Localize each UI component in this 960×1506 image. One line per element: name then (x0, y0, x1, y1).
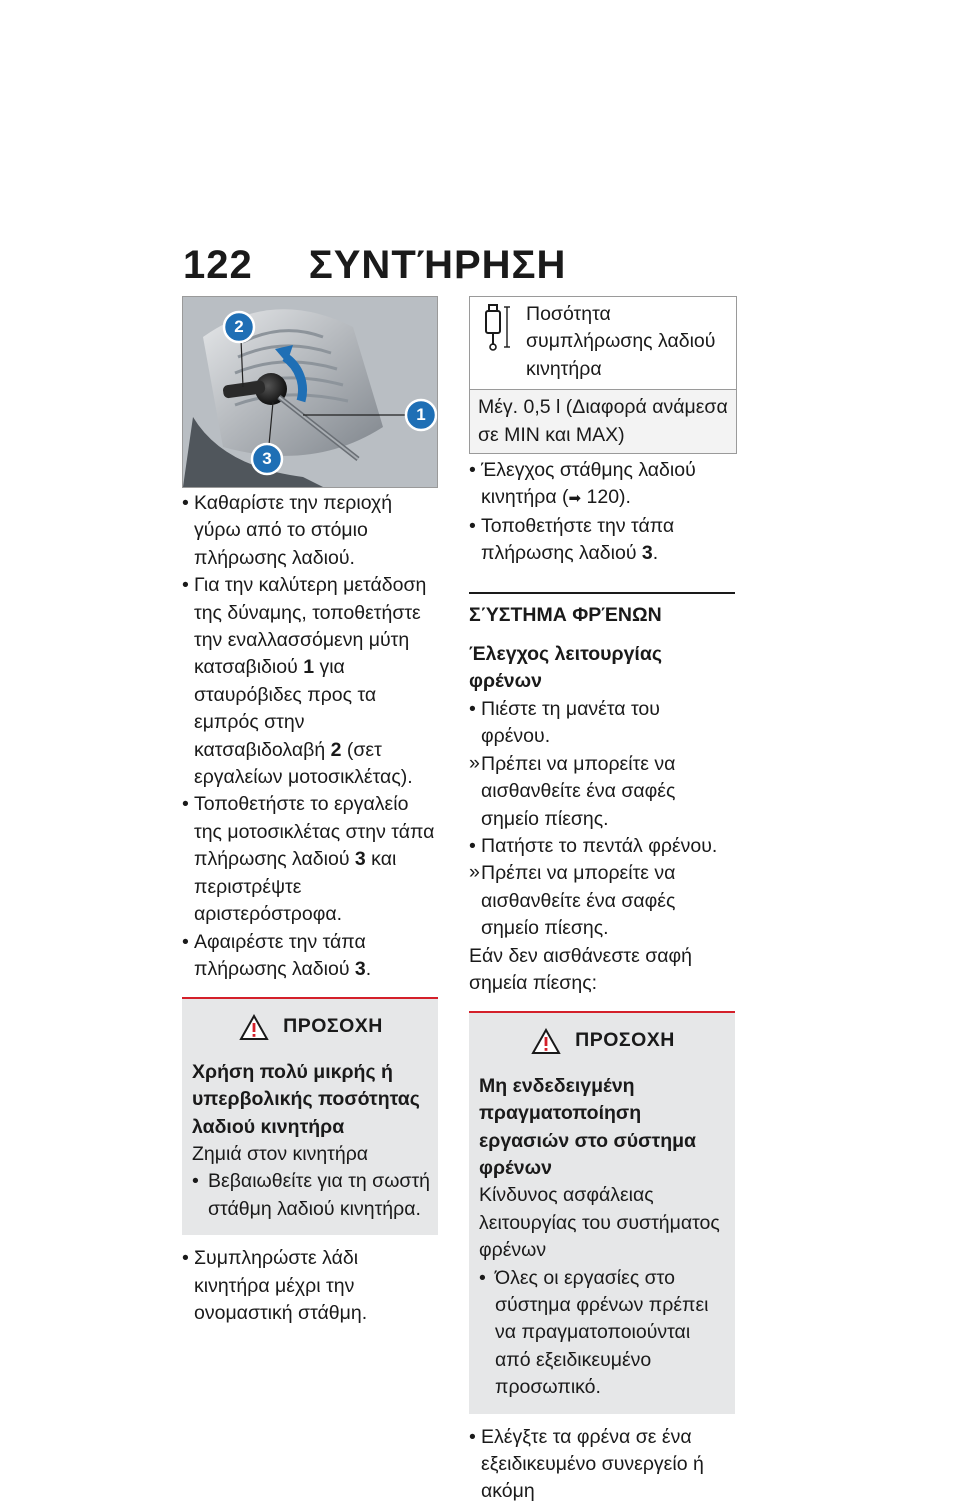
engine-illustration (183, 297, 437, 487)
warning-label: ΠΡΟΣΟΧΗ (283, 1015, 383, 1038)
page-title: ΣΥΝΤΉΡΗΣΗ (308, 243, 567, 287)
callout-2: 2 (234, 317, 244, 336)
right-column (469, 296, 728, 1506)
left-column (182, 296, 438, 1327)
step-turn-tool: • Τοποθετήστε το εργαλείο της μοτοσικλέτας στην τάπα πλήρωσης λαδιού 3 και περιστρέψτε αριστερόστροφα. (182, 791, 438, 928)
warning-triangle-icon (531, 1028, 561, 1055)
warning-label: ΠΡΟΣΟΧΗ (575, 1029, 675, 1052)
spec-label: Ποσότητα συμπλήρωσης λαδιού κινητήρα (526, 303, 716, 380)
callout-3: 3 (262, 449, 272, 468)
step-remove-cap: • Αφαιρέστε την τάπα πλήρωσης λαδιού 3. (182, 929, 438, 984)
warning-text: Κίνδυνος ασφάλειας λειτουργίας του συστήματος φρένων (479, 1184, 720, 1262)
subsection-title-brake-check: Έλεγχος λειτουργίας φρένων (469, 643, 662, 693)
callout-1: 1 (416, 405, 426, 424)
warning-box-brakes (469, 1011, 735, 1413)
oil-can-icon (480, 301, 514, 351)
warning-heading: Μη ενδεδειγμένη πραγματοποίηση εργασιών στο σύστημα φρένων (479, 1074, 697, 1179)
step-fill-oil: • Συμπληρώστε λάδι κινητήρα μέχρι την ονομαστική στάθμη. (182, 1245, 438, 1327)
warning-heading: Χρήση πολύ μικρής ή υπερβολικής ποσότητας λαδιού κινητήρα (192, 1060, 420, 1138)
spec-value: Μέγ. 0,5 l (Διαφορά ανάμεσα σε MIN και MAX) (470, 390, 736, 453)
page-number: 122 (183, 243, 253, 287)
warning-text: Ζημιά στον κινητήρα (192, 1142, 369, 1165)
arrow-right-icon: ➡ (568, 490, 582, 508)
warning-bullet: • Βεβαιωθείτε για τη σωστή στάθμη λαδιού κινητήρα. (192, 1168, 430, 1223)
engine-oil-filler-figure (182, 296, 438, 488)
page-header (183, 243, 566, 288)
warning-bullet: • Όλες οι εργασίες στο σύστημα φρένων πρέπει να πραγματοποιούνται από εξειδικευμένο προσωπικό. (479, 1265, 727, 1402)
step-check-level: • Έλεγχος στάθμης λαδιού κινητήρα (➡ 120). (469, 457, 725, 513)
result-lever: » Πρέπει να μπορείτε να αισθανθείτε ένα σαφές σημείο πίεσης. (469, 751, 725, 833)
step-insert-bit: • Για την καλύτερη μετάδοση της δύναμης, τοποθετήστε την εναλλασσόμενη μύτη κατσαβιδιού 1 για σταυρόβιδες προς τα εμπρός στην κατσαβιδολαβή 2 (σετ εργαλείων μοτοσικλέτας). (182, 572, 438, 791)
step-install-cap: • Τοποθετήστε την τάπα πλήρωσης λαδιού 3. (469, 513, 725, 568)
condition-text: Εάν δεν αισθάνεστε σαφή σημεία πίεσης: (469, 944, 693, 994)
warning-triangle-icon (239, 1014, 269, 1041)
warning-box-oil (182, 997, 438, 1235)
result-pedal: » Πρέπει να μπορείτε να αισθανθείτε ένα σαφές σημείο πίεσης. (469, 860, 725, 942)
step-press-pedal: • Πατήστε το πεντάλ φρένου. (469, 833, 725, 860)
oil-quantity-spec (469, 296, 737, 454)
step-workshop-check: • Ελέγξτε τα φρένα σε ένα εξειδικευμένο συνεργείο ή ακόμη (469, 1424, 725, 1506)
section-title-brakes: ΣΎΣΤΗΜΑ ΦΡΈΝΩΝ (469, 592, 735, 629)
step-clean-area: • Καθαρίστε την περιοχή γύρω από το στόμιο πλήρωσης λαδιού. (182, 490, 438, 572)
step-press-lever: • Πιέστε τη μανέτα του φρένου. (469, 696, 725, 751)
